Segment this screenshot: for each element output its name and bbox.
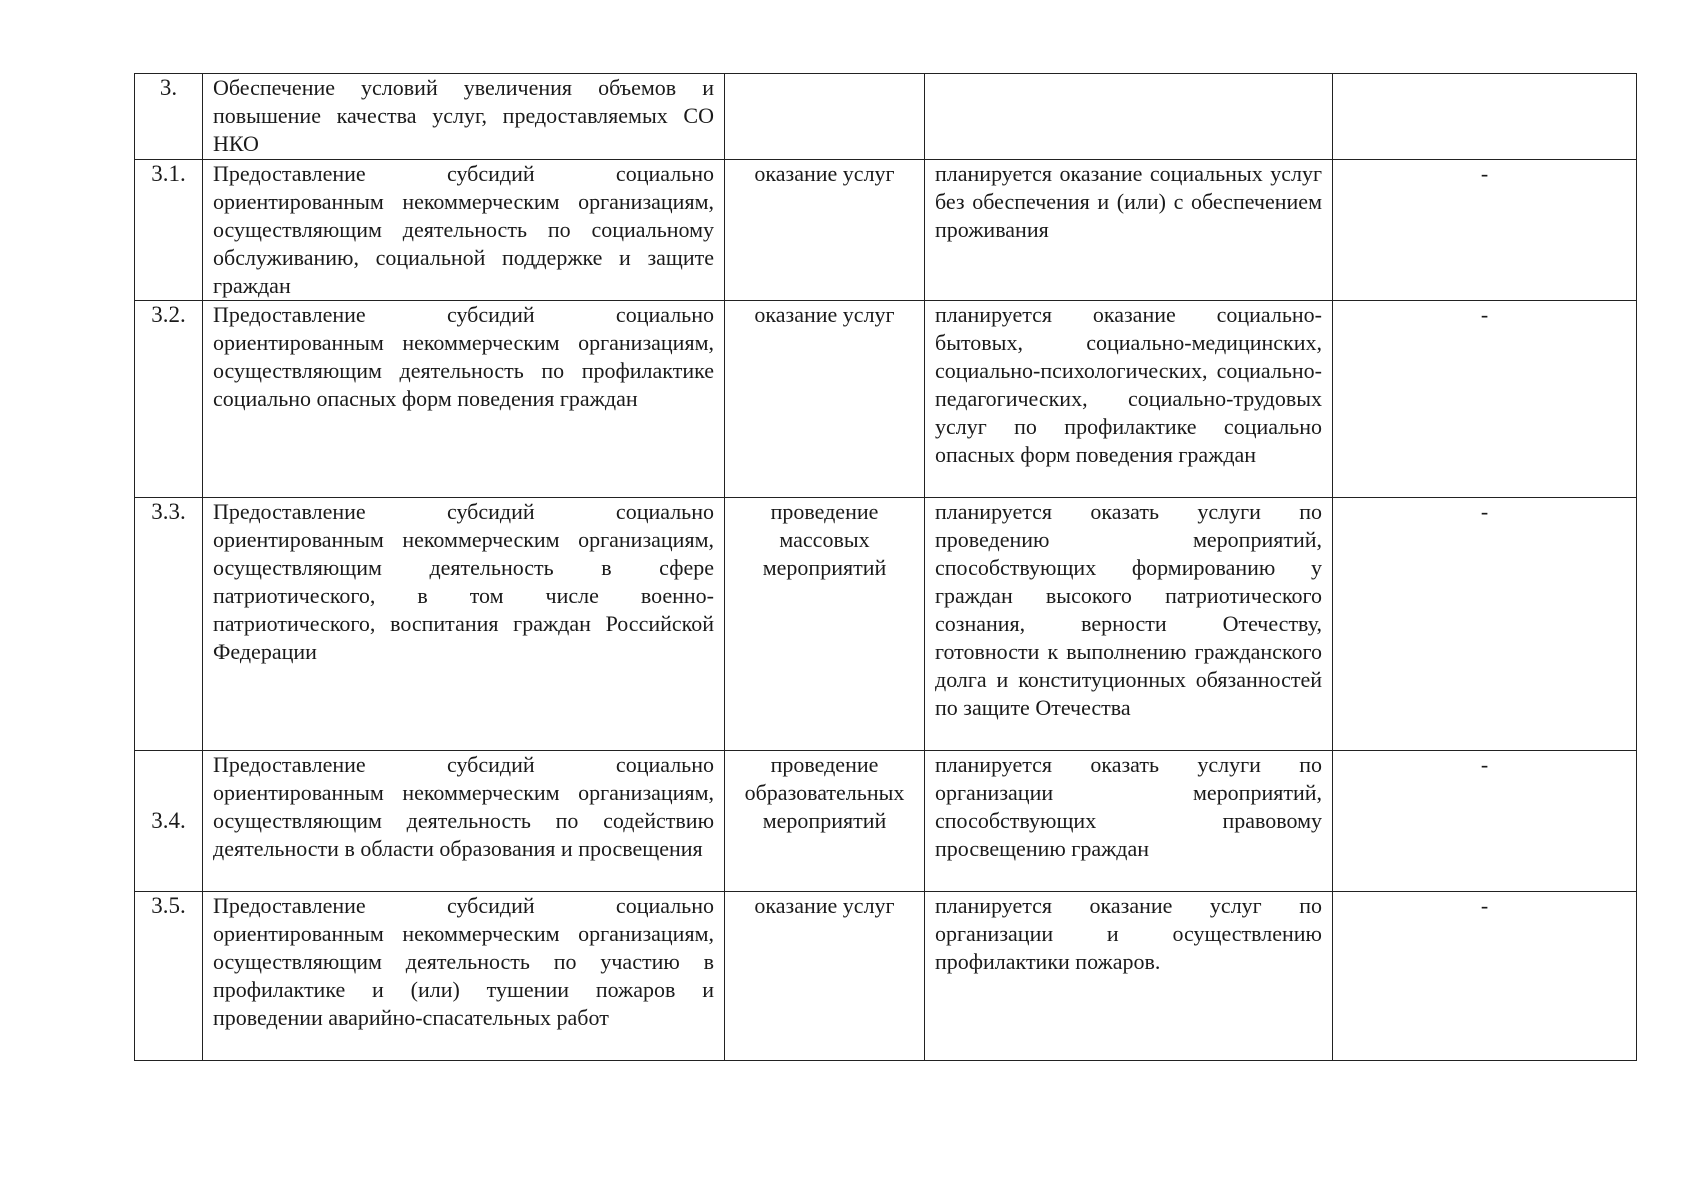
measure-type xyxy=(725,74,925,160)
measure-type: проведение массовых мероприятий xyxy=(725,498,925,751)
row-number: 3.2. xyxy=(135,301,203,498)
measure-name: Предоставление субсидий социально ориентированным некоммерческим организациям, осуществляющим деятельность по участию в профилактике и (или) тушении пожаров и проведении аварийно-спасательных работ xyxy=(203,892,725,1061)
measure-type: проведение образовательных мероприятий xyxy=(725,751,925,892)
measure-name: Предоставление субсидий социально ориентированным некоммерческим организациям, осуществляющим деятельность по профилактике социально опасных форм поведения граждан xyxy=(203,301,725,498)
measure-note: - xyxy=(1333,301,1637,498)
row-number: 3. xyxy=(135,74,203,160)
measure-type: оказание услуг xyxy=(725,160,925,301)
table-row xyxy=(135,74,1637,160)
measure-name: Предоставление субсидий социально ориентированным некоммерческим организациям, осуществляющим деятельность по социальному обслуживанию, социальной поддержке и защите граждан xyxy=(203,160,725,301)
table-row xyxy=(135,301,1637,498)
measure-description: планируется оказать услуги по организации мероприятий, способствующих правовому просвещению граждан xyxy=(925,751,1333,892)
measure-type: оказание услуг xyxy=(725,301,925,498)
measure-description: планируется оказание социально-бытовых, социально-медицинских, социально-психологических, социально-педагогических, социально-трудовых услуг по профилактике социально опасных форм поведения граждан xyxy=(925,301,1333,498)
table-row xyxy=(135,498,1637,751)
measure-name: Предоставление субсидий социально ориентированным некоммерческим организациям, осуществляющим деятельность по содействию деятельности в области образования и просвещения xyxy=(203,751,725,892)
row-number: 3.4. xyxy=(135,751,203,892)
measures-table xyxy=(134,73,1637,1061)
measure-description: планируется оказание услуг по организации и осуществлению профилактики пожаров. xyxy=(925,892,1333,1061)
table-row xyxy=(135,751,1637,892)
measure-description xyxy=(925,74,1333,160)
measure-note: - xyxy=(1333,498,1637,751)
measure-note: - xyxy=(1333,160,1637,301)
row-number: 3.3. xyxy=(135,498,203,751)
measure-note xyxy=(1333,74,1637,160)
row-number: 3.5. xyxy=(135,892,203,1061)
measure-name: Предоставление субсидий социально ориентированным некоммерческим организациям, осуществляющим деятельность в сфере патриотического, в том числе военно-патриотического, воспитания граждан Российской Федерации xyxy=(203,498,725,751)
table-row xyxy=(135,892,1637,1061)
row-number: 3.1. xyxy=(135,160,203,301)
measure-description: планируется оказать услуги по проведению мероприятий, способствующих формированию у граждан высокого патриотического сознания, верности Отечеству, готовности к выполнению гражданского долга и конституционных обязанностей по защите Отечества xyxy=(925,498,1333,751)
measure-note: - xyxy=(1333,751,1637,892)
measure-description: планируется оказание социальных услуг без обеспечения и (или) с обеспечением проживания xyxy=(925,160,1333,301)
measure-note: - xyxy=(1333,892,1637,1061)
measure-type: оказание услуг xyxy=(725,892,925,1061)
table-row xyxy=(135,160,1637,301)
measure-name: Обеспечение условий увеличения объемов и повышение качества услуг, предоставляемых СО НКО xyxy=(203,74,725,160)
